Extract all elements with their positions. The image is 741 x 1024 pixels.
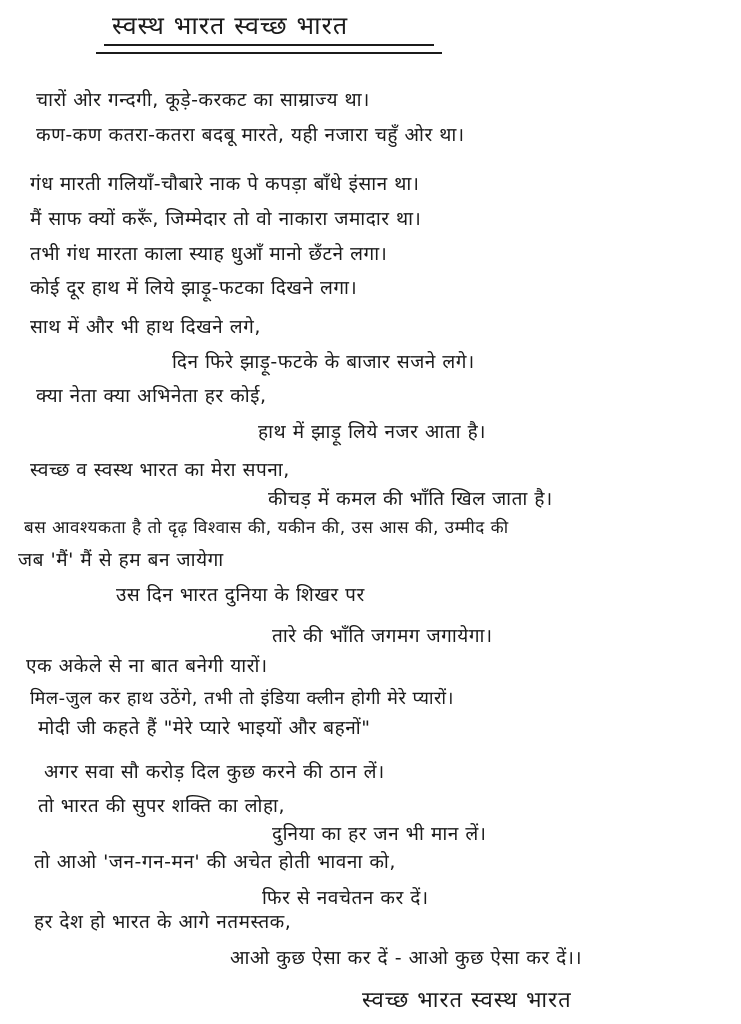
- poem-line-20: अगर सवा सौ करोड़ दिल कुछ करने की ठान लें।: [44, 761, 385, 783]
- poem-line-10: हाथ में झाड़ू लिये नजर आता है।: [258, 421, 486, 443]
- poem-line-17: एक अकेले से ना बात बनेगी यारों।: [26, 655, 268, 677]
- poem-line-25: हर देश हो भारत के आगे नतमस्तक,: [34, 911, 292, 933]
- poem-line-2: कण-कण कतरा-कतरा बदबू मारते, यही नजारा चहुँ ओर था।: [36, 124, 465, 146]
- poem-line-15: उस दिन भारत दुनिया के शिखर पर: [116, 584, 365, 606]
- poem-line-13: बस आवश्यकता है तो दृढ़ विश्वास की, यकीन की, उस आस की, उम्मीद की: [24, 518, 509, 538]
- poem-line-8: दिन फिरे झाड़ू-फटके के बाजार सजने लगे।: [172, 351, 475, 373]
- poem-line-11: स्वच्छ व स्वस्थ भारत का मेरा सपना,: [30, 459, 290, 481]
- poem-line-4: मैं साफ क्यों करूँ, जिम्मेदार तो वो नाकारा जमादार था।: [30, 208, 422, 230]
- poem-line-26: आओ कुछ ऐसा कर दें - आओ कुछ ऐसा कर दें।।: [230, 947, 583, 969]
- poem-line-6: कोई दूर हाथ में लिये झाड़ू-फटका दिखने लगा।: [30, 277, 358, 299]
- poem-line-12: कीचड़ में कमल की भाँति खिल जाता है।: [268, 488, 553, 510]
- title-underline: [104, 44, 434, 46]
- poem-line-7: साथ में और भी हाथ दिखने लगे,: [30, 316, 261, 338]
- poem-title: स्वस्थ भारत स्वच्छ भारत: [112, 11, 349, 40]
- poem-line-16: तारे की भाँति जगमग जगायेगा।: [272, 625, 493, 647]
- poem-line-3: गंध मारती गलियाँ-चौबारे नाक पे कपड़ा बाँधे इंसान था।: [30, 173, 420, 195]
- poem-line-1: चारों ओर गन्दगी, कूड़े-करकट का साम्राज्य था।: [36, 89, 370, 111]
- signature-line: स्वच्छ भारत स्वस्थ भारत: [362, 988, 572, 1013]
- poem-line-21: तो भारत की सुपर शक्ति का लोहा,: [38, 795, 286, 817]
- poem-line-5: तभी गंध मारता काला स्याह धुआँ मानो छँटने लगा।: [30, 243, 388, 265]
- poem-line-9: क्या नेता क्या अभिनेता हर कोई,: [36, 385, 267, 407]
- poem-line-18: मिल-जुल कर हाथ उठेंगे, तभी तो इंडिया क्लीन होगी मेरे प्यारों।: [30, 688, 454, 709]
- poem-line-23: तो आओ 'जन-गन-मन' की अचेत होती भावना को,: [34, 851, 396, 873]
- poem-line-22: दुनिया का हर जन भी मान लें।: [272, 823, 487, 845]
- title-underline-second: [96, 52, 442, 54]
- poem-line-19: मोदी जी कहते हैं "मेरे प्यारे भाइयों और बहनों": [38, 717, 371, 739]
- poem-line-14: जब 'मैं' मैं से हम बन जायेगा: [18, 549, 224, 571]
- poem-line-24: फिर से नवचेतन कर दें।: [262, 887, 429, 909]
